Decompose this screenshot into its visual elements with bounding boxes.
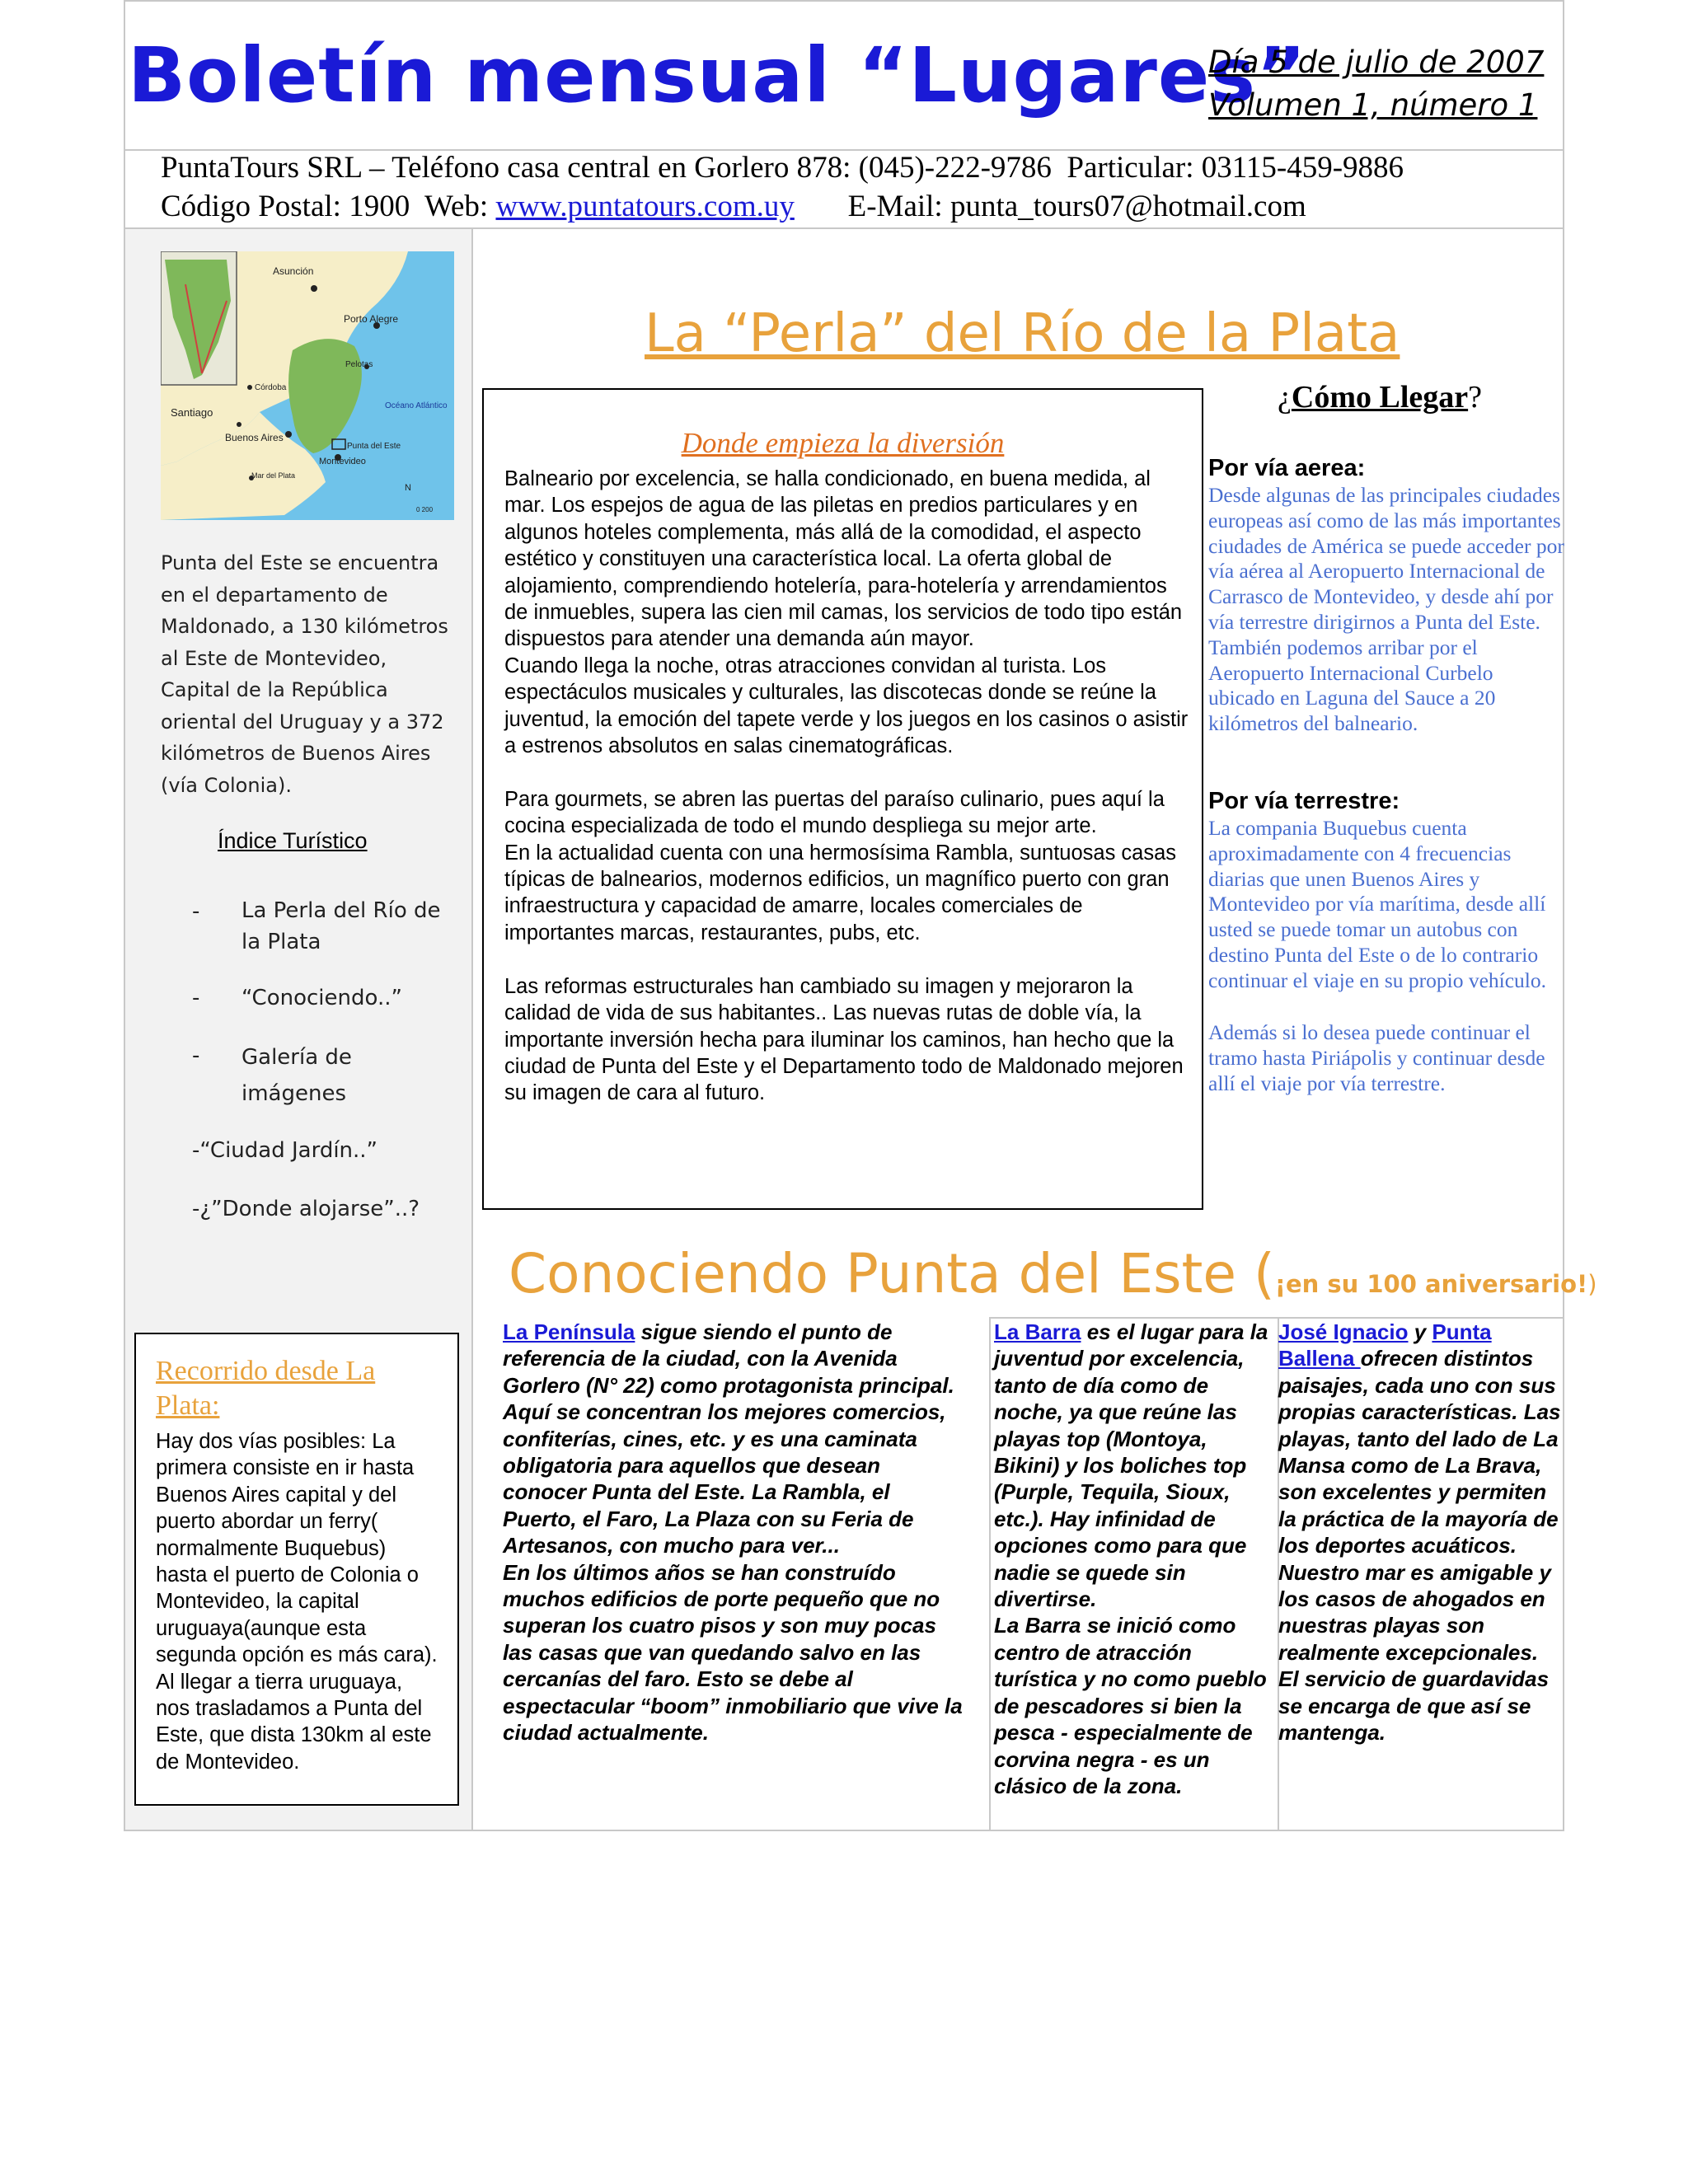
column-la-barra: La Barra es el lugar para la juventud por excelencia, tanto de día como de noche, ya que reúne las playas top (Montoya, Bikini) y los boliches top (Purple, Tequila, Sioux, etc.). Hay infinidad de opciones como para que nadie se quede sin divertirse. La Barra se inició como centro de atracción turística y no como pueblo de pescadores si bien la pesca - especialmente de corvina negra - es un clásico de la zona. [994,1319,1268,1798]
masthead-title: Boletín mensual “Lugares” [128,31,1307,120]
region-map [161,251,454,520]
map-label-buenos-aires: Buenos Aires [225,432,284,443]
land-text: La compania Buquebus cuenta aproximadamente con 4 frecuencias diarias que unen Buenos Aires y Montevideo por vía marítima, desde allí usted se puede tomar un autobus con destino Punta del Este o de lo contrario continuar el viaje en su propio vehículo. [1208,816,1547,992]
peninsula-link[interactable]: La Península [503,1319,635,1344]
map-label-porto-alegre: Porto Alegre [344,313,399,325]
map-north-label: N [405,483,411,493]
article-paragraph: Para gourmets, se abren las puertas del paraíso culinario, pues aquí la cocina especializada de todo el mundo despliega su mejor arte. [504,787,1165,838]
map-label-cordoba: Córdoba [255,383,287,392]
issue-info [1208,41,1544,127]
map-label-mar-del-plata: Mar del Plata [251,471,296,480]
article-paragraph: En la actualidad cuenta con una hermosísima Rambla, suntuosas casas típicas de balnearios, modernos edificios, un magnífico puerto con gran infraestructura y capacidad de amarre, locales comerciales de importantes marcas, restaurantes, pubs, etc. [504,841,1177,944]
map-label-montevideo: Montevideo [319,457,366,466]
article-subtitle: Donde empieza la diversión [681,427,1005,459]
map-scale-label: 0 200 [416,506,434,513]
article-title-perla: La “Perla” del Río de la Plata [645,303,1400,364]
route-title: Recorrido desde La Plata: [156,1356,376,1421]
route-box [134,1333,459,1806]
sidebar-intro: Punta del Este se encuentra en el departamento de Maldonado, a 130 kilómetros al Este de Montevideo, Capital de la República oriental del Uruguay y a 372 kilómetros de Buenos Aires (vía Colonia). [161,551,448,797]
website-link[interactable]: www.puntatours.com.uy [495,190,795,223]
article-paragraph: Cuando llega la noche, otras atracciones convidan al turista. Los espectáculos musicales y culturales, las discotecas donde se reúne la juventud, la emoción del tapete verde y los juegos en los casinos o asistir a estrenos absolutos en salas cinematográficas. [504,654,1189,758]
column-jose-ignacio: José Ignacio y Punta Ballena ofrecen distintos paisajes, cada uno con sus propias características. Las playas, tanto del lado de La Mansa como de La Brava, son excelentes y permiten la práctica de la mayoría de los deportes acuáticos. Nuestro mar es amigable y los casos de ahogados en nuestras playas son realmente excepcionales. El servicio de guardavidas se encarga de que así se mantenga. [1278,1319,1561,1746]
map-label-pelotas: Pelotas [345,360,373,369]
la-barra-link[interactable]: La Barra [994,1319,1081,1344]
howto-title: ¿Cómo Llegar? [1278,380,1482,415]
land-heading: Por vía terrestre: [1208,788,1400,814]
contact-line-2-prefix: Código Postal: 1900 Web: [161,190,496,223]
issue-date: Día 5 de julio de 2007 [1208,45,1545,80]
article-box [482,388,1203,1210]
contact-email: E-Mail: punta_tours07@hotmail.com [847,190,1306,223]
article-title-conociendo: Conociendo Punta del Este (¡en su 100 aniversario!) [509,1242,1597,1305]
article-paragraph: Las reformas estructurales han cambiado su imagen y mejoraron la calidad de vida de sus habitantes.. Las nuevas rutas de doble vía, la importante inversión hecha para iluminar los caminos, han hecho que la ciudad de Punta del Este y el Departamento todo de Maldonado mejoren su imagen de cara al futuro. [504,974,1184,1105]
article-paragraph: Balneario por excelencia, se halla condicionado, en buena medida, al mar. Los espejos de agua de las piletas en predios particulares y en algunos hoteles complementa, más allá de la comodidad, el aspecto estético y constituyen una característica local. La oferta global de alojamiento, comprendiendo hotelería, para-hotelería y arrendamientos de inmuebles, supera las cien mil camas, los servicios de todo tipo están dispuestos para atender una demanda aún mayor. [504,467,1183,651]
map-label-asuncion: Asunción [273,265,314,277]
extra-text: Además si lo desea puede continuar el tramo hasta Piriápolis y continuar desde allí el viaje por vía terrestre. [1208,1020,1545,1095]
column-peninsula: La Península sigue siendo el punto de referencia de la ciudad, con la Avenida Gorlero (N° 22) como protagonista principal. Aquí se concentran los mejores comercios, confiterías, cines, etc. y es una caminata obligatoria para aquellos que desean conocer Punta del Este. La Rambla, el Puerto, el Faro, La Plaza con su Feria de Artesanos, con mucho para ver... En los últimos años se han construído muchos edificios de porte pequeño que no superan los cuatro pisos y son muy pocas las casas que van quedando salvo en las cercanías del faro. Esto se debe al espectacular “boom” inmobiliario que vive la ciudad actualmente. [503,1319,963,1746]
map-label-santiago: Santiago [171,406,213,419]
punta-ballena-link[interactable]: Punta Ballena [1278,1319,1492,1371]
contact-block [161,148,1404,226]
contact-line-1: PuntaTours SRL – Teléfono casa central en Gorlero 878: (045)-222-9786 Particular: 03115-459-9886 [161,151,1404,185]
issue-volume: Volumen 1, número 1 [1208,87,1538,123]
map-label-oceano: Océano Atlántico [385,401,448,410]
map-label-punta-del-este: Punta del Este [347,442,401,451]
air-text: Desde algunas de las principales ciudades europeas así como de las más importantes ciudades de América se puede acceder por vía aérea al Aeropuerto Internacional de Carrasco de Montevideo, y desde ahí por vía terrestre dirigirnos a Punta del Este. También podemos arribar por el Aeropuerto Internacional Curbelo ubicado en Laguna del Sauce a 20 kilómetros del balneario. [1208,483,1564,736]
jose-ignacio-link[interactable]: José Ignacio [1278,1319,1409,1344]
sidebar-divider [471,229,473,1830]
index-title: Índice Turístico [218,828,368,853]
article-body [504,466,1189,1107]
air-heading: Por vía aerea: [1208,455,1366,481]
route-body: Hay dos vías posibles: La primera consiste en ir hasta Buenos Aires capital y del puerto abordar un ferry( normalmente Buquebus) hasta el puerto de Colonia o Montevideo, la capital uruguaya(aunque esta segunda opción es más cara). Al llegar a tierra uruguaya, nos trasladamos a Punta del Este, que dista 130km al este de Montevideo. [156,1430,438,1774]
